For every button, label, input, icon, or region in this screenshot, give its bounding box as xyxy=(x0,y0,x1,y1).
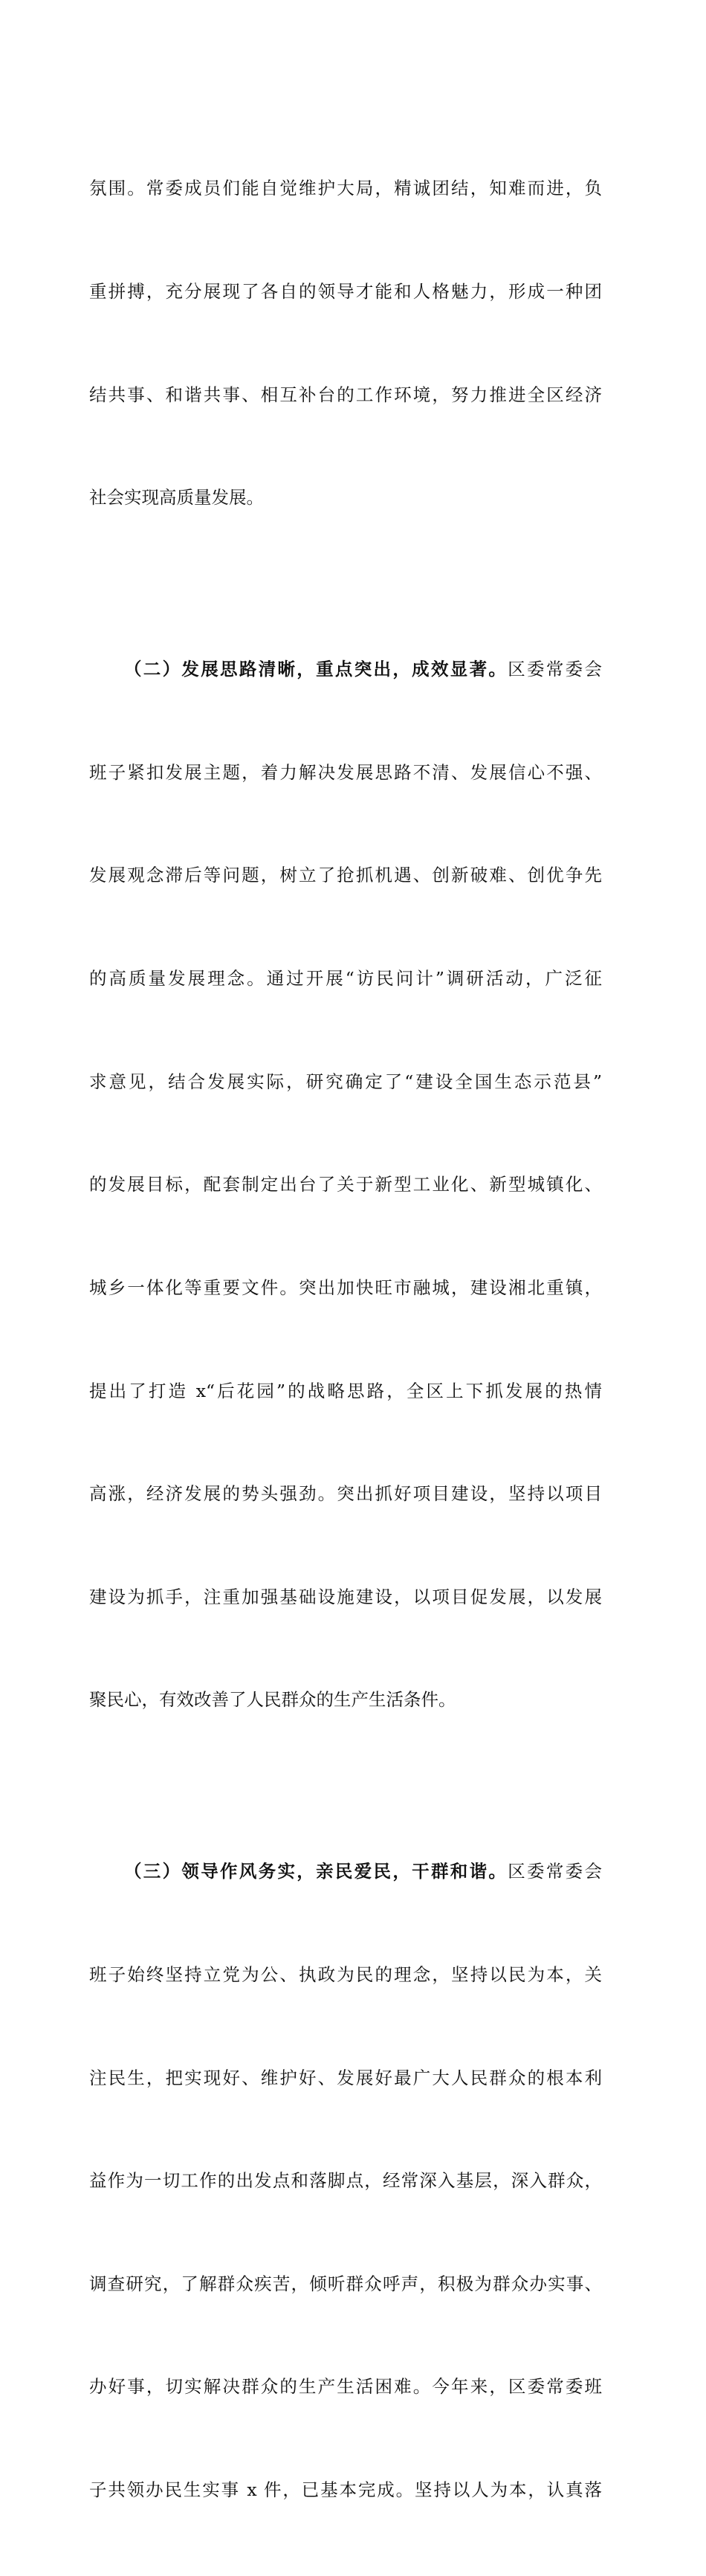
paragraph-line: 的发展目标，配套制定出台了关于新型工业化、新型城镇化、 xyxy=(89,1174,602,1195)
paragraph-line: 注民生，把实现好、维护好、发展好最广大人民群众的根本利 xyxy=(89,2067,602,2088)
paragraph-line: 结共事、和谐共事、相互补台的工作环境，努力推进全区经济 xyxy=(89,384,602,405)
paragraph-line: 子共领办民生实事 x 件，已基本完成。坚持以人为本，认真落 xyxy=(89,2479,602,2501)
paragraph-line: 班子始终坚持立党为公、执政为民的理念，坚持以民为本，关 xyxy=(89,1963,602,1985)
section-heading: （二）发展思路清晰，重点突出，成效显著。 xyxy=(124,659,508,680)
paragraph-line: 社会实现高质量发展。 xyxy=(89,487,264,509)
paragraph-line: 聚民心，有效改善了人民群众的生产生活条件。 xyxy=(89,1689,456,1711)
paragraph-line: 重拼搏，充分展现了各自的领导才能和人格魅力，形成一种团 xyxy=(89,281,602,303)
paragraph-2 xyxy=(89,584,602,1786)
paragraph-line: 氛围。常委成员们能自觉维护大局，精诚团结，知难而进，负 xyxy=(89,178,602,199)
section-heading: （三）领导作风务实，亲民爱民，干群和谐。 xyxy=(124,1861,508,1882)
paragraph-line: 办好事，切实解决群众的生产生活困难。今年来，区委常委班 xyxy=(89,2376,602,2398)
paragraph-1 xyxy=(89,103,602,584)
paragraph-line: 区委常委会 xyxy=(508,1861,602,1882)
paragraph-line: 发展观念滞后等问题，树立了抢抓机遇、创新破难、创优争先 xyxy=(89,865,602,886)
paragraph-first-line xyxy=(89,652,602,686)
paragraph-line: 班子紧扣发展主题，着力解决发展思路不清、发展信心不强、 xyxy=(89,761,602,783)
paragraph-line: 益作为一切工作的出发点和落脚点，经常深入基层，深入群众， xyxy=(89,2170,602,2192)
paragraph-line: 的高质量发展理念。通过开展“访民问计”调研活动，广泛征 xyxy=(89,968,602,990)
paragraph-3 xyxy=(89,1786,602,2576)
paragraph-line: 调查研究，了解群众疾苦，倾听群众呼声，积极为群众办实事、 xyxy=(89,2273,602,2294)
paragraph-line: 区委常委会 xyxy=(508,659,602,680)
paragraph-line: 城乡一体化等重要文件。突出加快旺市融城，建设湘北重镇， xyxy=(89,1276,602,1298)
paragraph-line: 建设为抓手，注重加强基础设施建设，以项目促发展，以发展 xyxy=(89,1586,602,1607)
paragraph-line: 提出了打造 x“后花园”的战略思路，全区上下抓发展的热情 xyxy=(89,1380,602,1401)
paragraph-line: 求意见，结合发展实际，研究确定了“建设全国生态示范县” xyxy=(89,1071,602,1092)
paragraph-first-line xyxy=(89,1854,602,1888)
document-body xyxy=(89,103,602,2576)
paragraph-line: 高涨，经济发展的势头强劲。突出抓好项目建设，坚持以项目 xyxy=(89,1483,602,1505)
